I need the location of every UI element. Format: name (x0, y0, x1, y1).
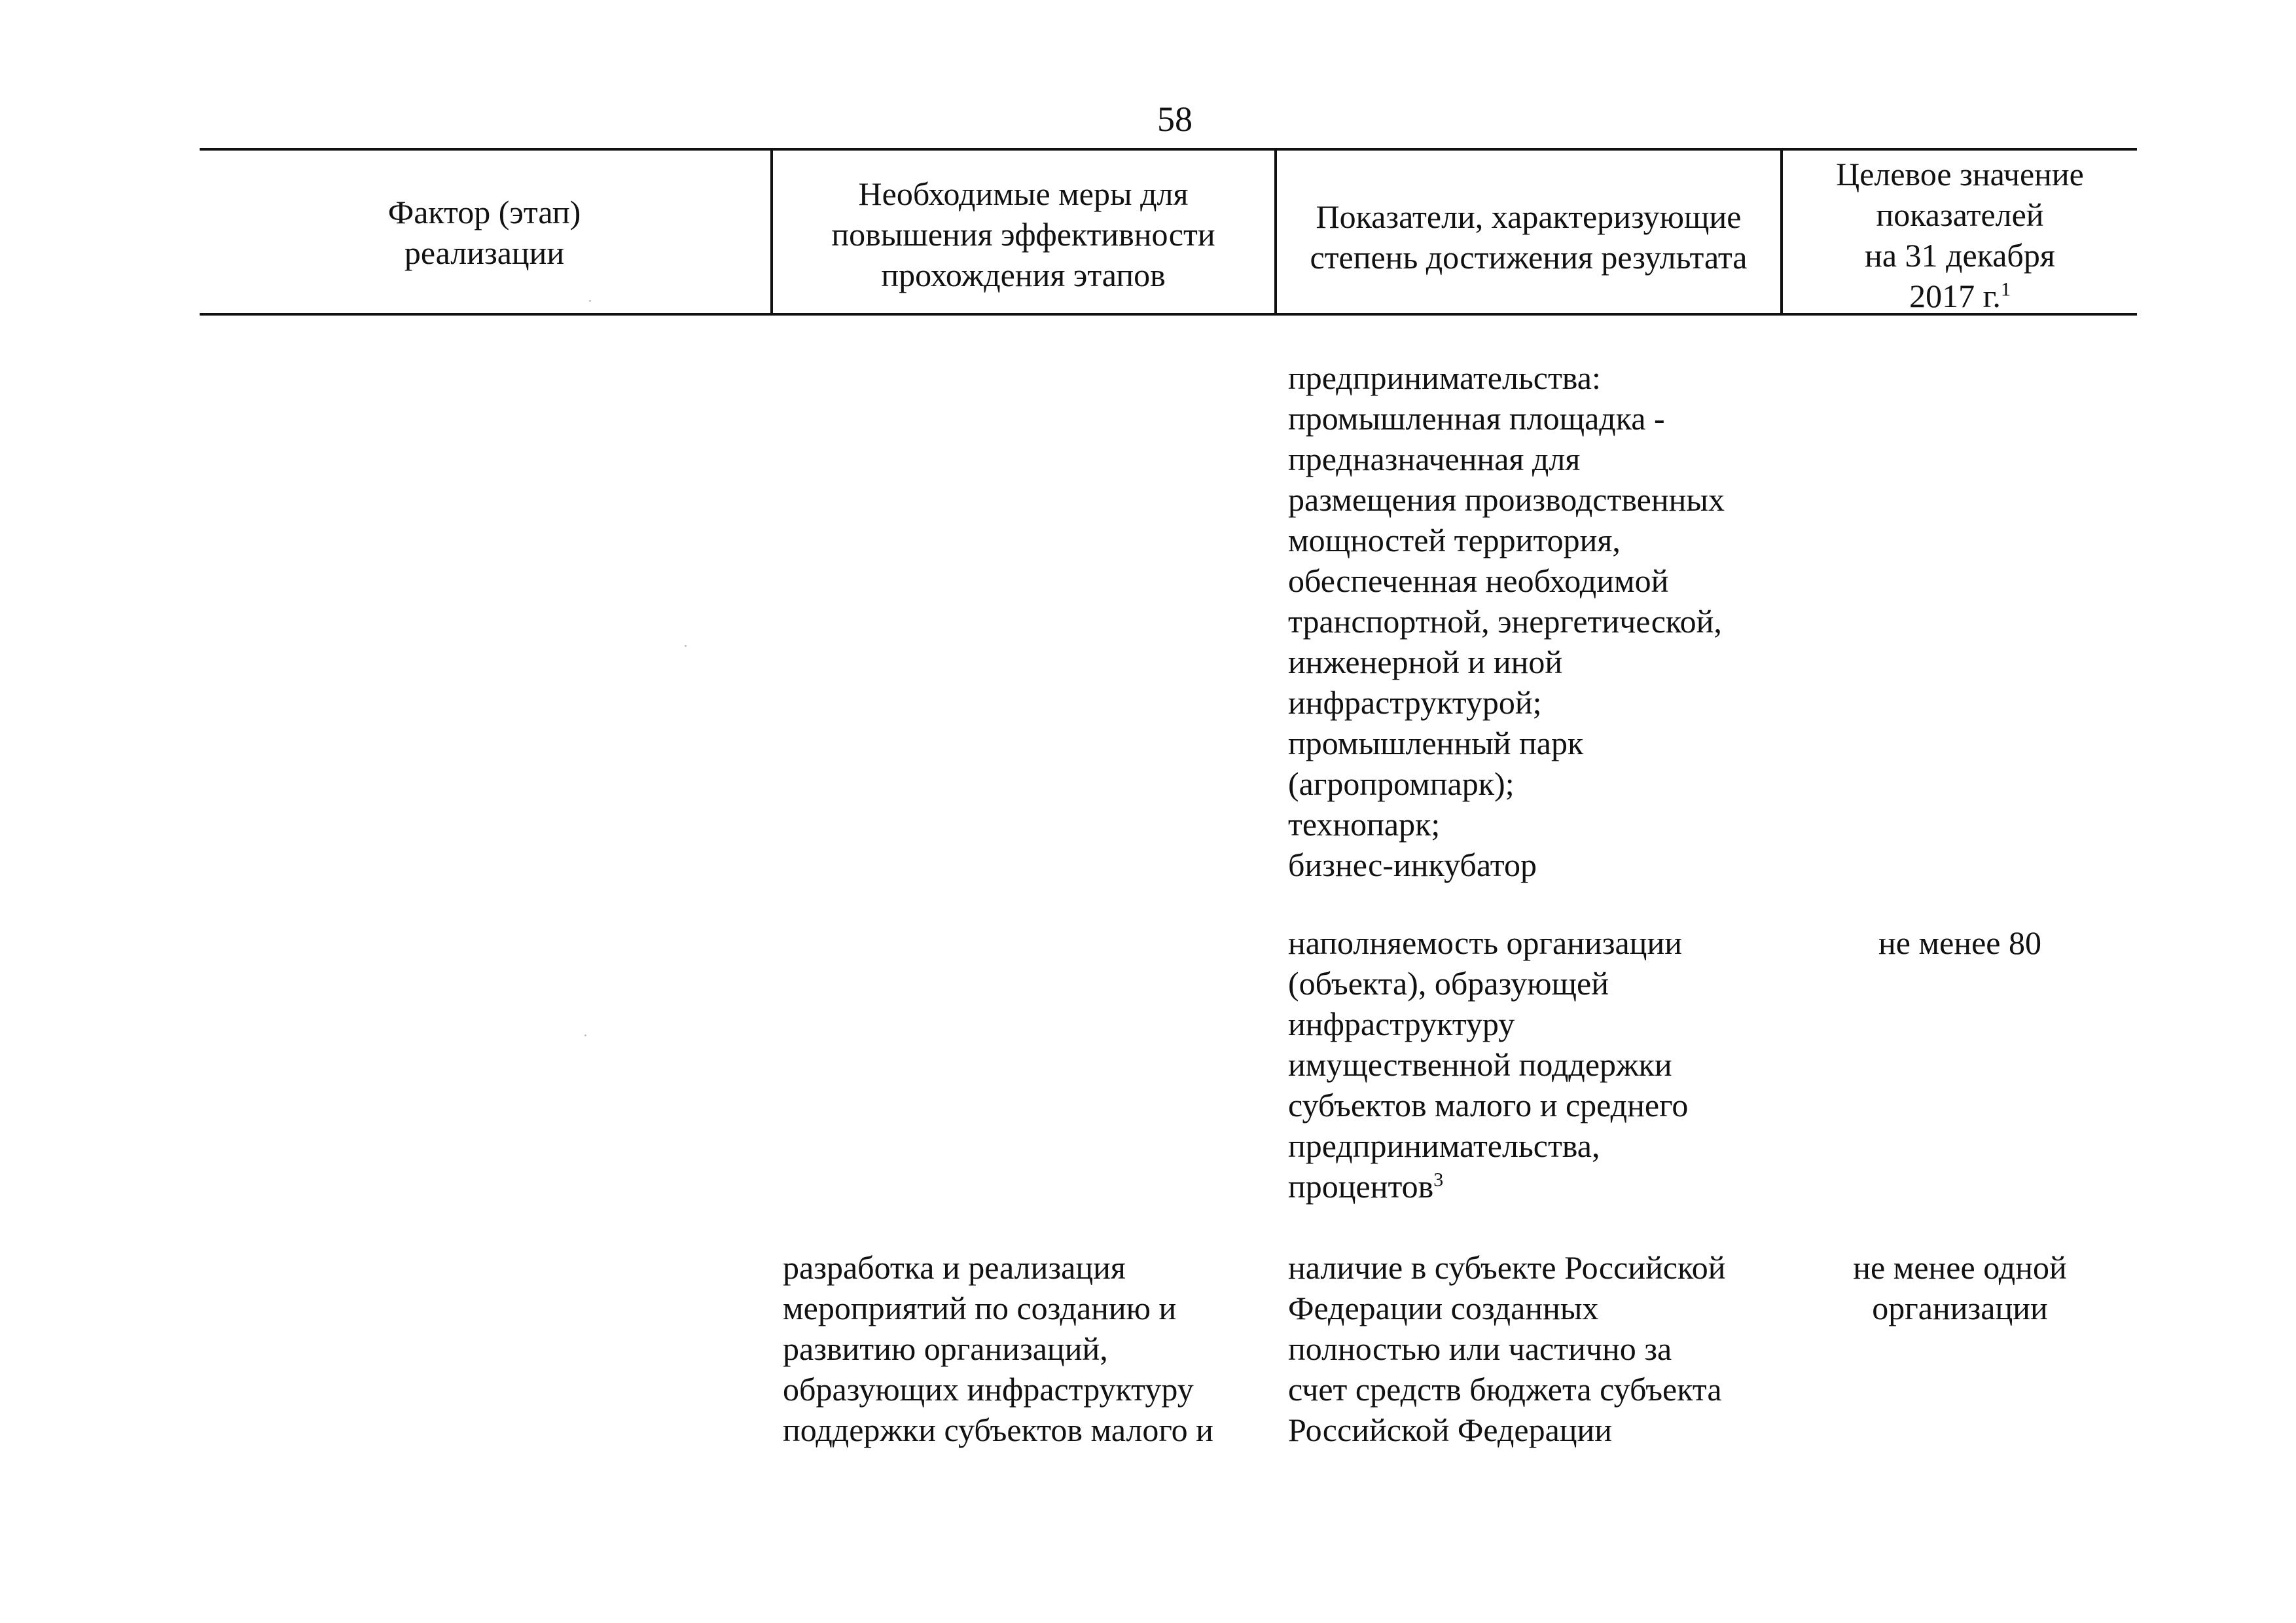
page-number: 58 (1157, 100, 1193, 139)
header-target-footnote: 1 (2000, 278, 2011, 301)
row3-target: не менее одной организации (1853, 1249, 2067, 1326)
row3-measure: разработка и реализация мероприятий по созданию и развитию организаций, образующих инфраструктуру поддержки субъектов малого и (783, 1249, 1213, 1448)
header-indicators: Показатели, характеризующие степень достижения результата (1310, 198, 1748, 276)
row2-indicator-text: наполняемость организации (объекта), образующей инфраструктуру имущественной поддержки субъектов малого и среднего предпринимательства, процентов (1288, 924, 1689, 1205)
row2-target: не менее 80 (1878, 924, 2041, 961)
header-target (1783, 154, 2137, 316)
scan-speck (589, 300, 591, 302)
header-top-rule (200, 148, 2137, 151)
row2-indicator-footnote: 3 (1433, 1169, 1444, 1191)
header-measures: Необходимые меры для повышения эффективности прохождения этапов (831, 175, 1215, 293)
row2-indicator (1288, 922, 1785, 1207)
header-factor: Фактор (этап) реализации (387, 194, 581, 271)
header-target-text: Целевое значение показателей на 31 декабря 2017 г. (1836, 156, 2084, 314)
row3-indicator: наличие в субъекте Российской Федерации созданных полностью или частично за счет средств бюджета субъекта Российской Федерации (1288, 1249, 1726, 1448)
scan-speck (584, 1034, 586, 1036)
scan-speck (685, 645, 687, 647)
row1-indicator: предпринимательства: промышленная площадка - предназначенная для размещения производственных мощностей территория, обеспеченная необходимой транспортной, энергетической, инженерной и иной инфраструктурой; промышленный парк (агропромпарк); технопарк; бизнес-инкубатор (1288, 359, 1725, 883)
